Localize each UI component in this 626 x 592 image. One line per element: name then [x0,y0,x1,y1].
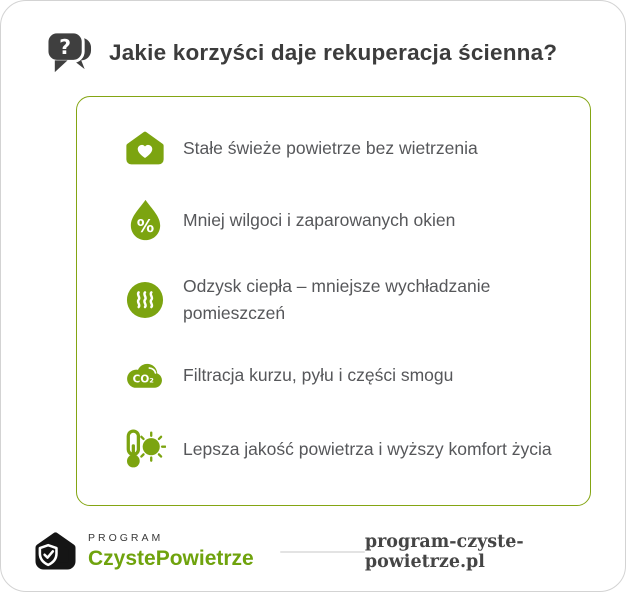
thermometer-sun-icon [124,424,166,474]
house-shield-logo-icon [34,531,77,572]
svg-text:%: % [136,216,154,237]
header [1,1,625,75]
question-bubbles-icon [45,30,94,75]
benefit-item [124,198,562,242]
droplet-percent-icon [127,198,164,242]
program-logo [34,531,254,572]
website-url: program-czyste-powietrze.pl [364,531,524,572]
benefit-text: Odzysk ciepła – mniejsze wychładzanie pomieszczeń [183,276,491,323]
heat-recovery-icon [126,281,164,319]
benefits-box [76,96,591,506]
benefit-text: Filtracja kurzu, pyłu i części smogu [183,365,454,385]
co2-cloud-icon [124,358,166,393]
benefit-text: Stałe świeże powietrze bez wietrzenia [183,138,478,158]
benefit-item [124,358,562,393]
footer-divider [280,551,365,553]
brand-name: CzystePowietrze [88,546,254,570]
benefit-item [124,273,562,327]
footer [34,531,573,572]
program-label: PROGRAM [88,532,164,545]
benefit-text: Mniej wilgoci i zaparowanych okien [183,209,456,230]
benefit-item [124,424,562,474]
svg-text:CO₂: CO₂ [132,373,154,386]
benefit-text: Lepsza jakość powietrza i wyższy komfort życia [183,438,552,459]
svg-text:?: ? [59,34,72,59]
benefit-item [124,130,562,167]
house-heart-icon [125,130,165,167]
page-title: Jakie korzyści daje rekuperacja ścienna? [109,39,558,65]
